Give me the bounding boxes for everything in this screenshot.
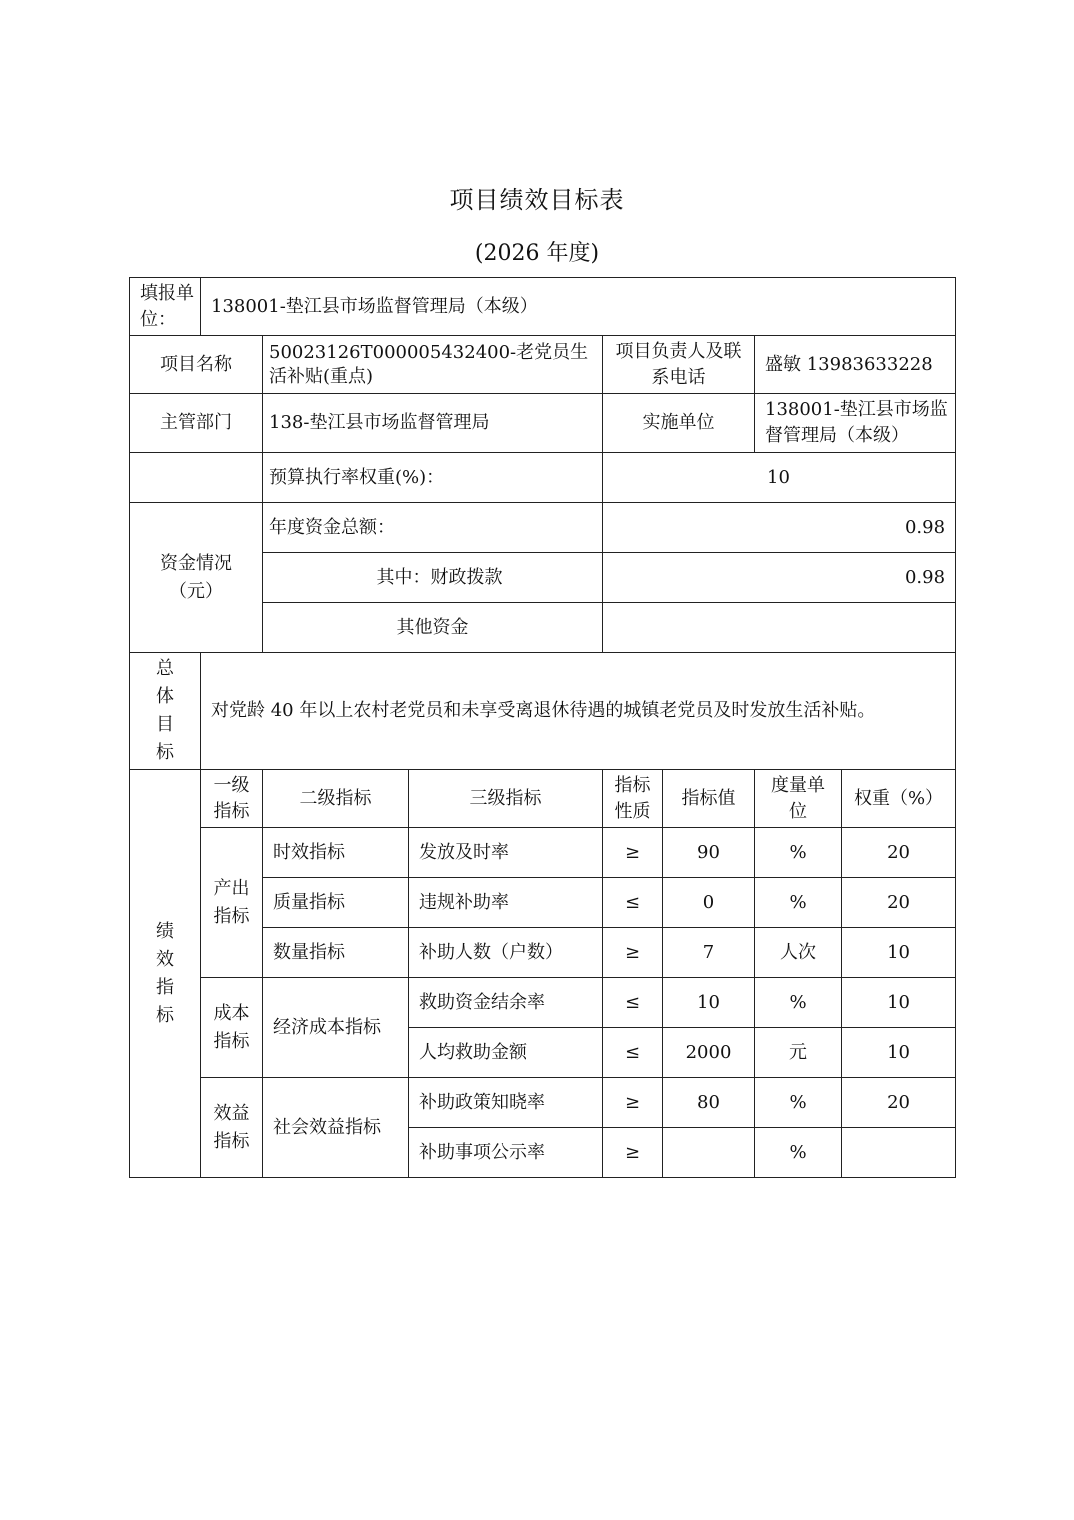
level1-cost (201, 978, 263, 1078)
level3-cell: 发放及时率 (409, 828, 603, 878)
level1-cost-line2: 指标 (213, 1030, 250, 1052)
overall-goal-char: 体 (156, 686, 174, 707)
table-row (130, 828, 956, 878)
col-nature (603, 770, 663, 828)
performance-char: 指 (156, 976, 174, 998)
nature-cell: ≤ (603, 878, 663, 928)
project-name-value: 50023126T000005432400-老党员生活补贴(重点) (263, 336, 603, 394)
level1-output-line2: 指标 (213, 905, 250, 927)
table-row (130, 978, 956, 1028)
value-cell: 7 (663, 928, 755, 978)
unit-cell: 人次 (755, 928, 842, 978)
performance-label (130, 770, 201, 1178)
overall-goal-char: 标 (156, 742, 174, 763)
unit-cell: % (755, 828, 842, 878)
leader-value: 盛敏 13983633228 (755, 336, 956, 394)
overall-goal-char: 总 (156, 658, 174, 679)
nature-cell: ≤ (603, 978, 663, 1028)
page-title: 项目绩效目标表 (449, 186, 625, 214)
value-cell (663, 1128, 755, 1178)
level1-output (201, 828, 263, 978)
value-cell: 0 (663, 878, 755, 928)
unit-cell: % (755, 1078, 842, 1128)
level1-output-line1: 产出 (213, 877, 250, 899)
col-unit-line2: 位 (789, 800, 807, 822)
col-level3: 三级指标 (409, 770, 603, 828)
unit-cell: 元 (755, 1028, 842, 1078)
col-level1-line1: 一级 (213, 774, 250, 796)
performance-char: 绩 (156, 920, 174, 942)
impl-label: 实施单位 (603, 394, 755, 453)
level1-cost-line1: 成本 (213, 1002, 250, 1024)
nature-cell: ≥ (603, 1128, 663, 1178)
level2-cell: 社会效益指标 (263, 1078, 409, 1178)
col-level1 (201, 770, 263, 828)
project-name-label: 项目名称 (130, 336, 263, 394)
col-value: 指标值 (663, 770, 755, 828)
nature-cell: ≥ (603, 928, 663, 978)
funds-label-line1: 资金情况 (160, 552, 232, 574)
unit-cell: % (755, 1128, 842, 1178)
level1-benefit (201, 1078, 263, 1178)
level1-benefit-line1: 效益 (213, 1102, 250, 1124)
fill-unit-label: 填报单位： (130, 278, 201, 336)
budget-rate-spacer (130, 453, 263, 503)
level2-cell: 质量指标 (263, 878, 409, 928)
level2-cell: 数量指标 (263, 928, 409, 978)
col-nature-line1: 指标 (614, 774, 651, 796)
performance-char: 效 (156, 948, 174, 970)
unit-cell: % (755, 878, 842, 928)
nature-cell: ≥ (603, 1078, 663, 1128)
level1-benefit-line2: 指标 (213, 1130, 250, 1152)
overall-goal-label (130, 653, 201, 770)
budget-rate-label: 预算执行率权重(%)： (263, 453, 603, 503)
weight-cell: 10 (842, 928, 956, 978)
value-cell: 90 (663, 828, 755, 878)
unit-cell: % (755, 978, 842, 1028)
col-unit (755, 770, 842, 828)
overall-goal-char: 目 (156, 714, 174, 735)
col-level1-line2: 指标 (213, 800, 250, 822)
level3-cell: 补助人数（户数） (409, 928, 603, 978)
funds-fiscal-label: 其中：财政拨款 (263, 553, 603, 603)
weight-cell: 10 (842, 1028, 956, 1078)
funds-total-label: 年度资金总额： (263, 503, 603, 553)
overall-goal-text: 对党龄 40 年以上农村老党员和未享受离退休待遇的城镇老党员及时发放生活补贴。 (201, 653, 956, 770)
funds-other-value (603, 603, 956, 653)
level3-cell: 违规补助率 (409, 878, 603, 928)
nature-cell: ≤ (603, 1028, 663, 1078)
leader-label: 项目负责人及联系电话 (603, 336, 755, 394)
level2-cell: 经济成本指标 (263, 978, 409, 1078)
dept-value: 138-垫江县市场监督管理局 (263, 394, 603, 453)
funds-label (130, 503, 263, 653)
value-cell: 10 (663, 978, 755, 1028)
col-unit-line1: 度量单 (771, 774, 825, 796)
funds-label-line2: （元） (169, 580, 223, 602)
table-row (130, 1078, 956, 1128)
weight-cell (842, 1128, 956, 1178)
value-cell: 2000 (663, 1028, 755, 1078)
level3-cell: 补助政策知晓率 (409, 1078, 603, 1128)
col-weight: 权重（%） (842, 770, 956, 828)
weight-cell: 20 (842, 878, 956, 928)
impl-value: 138001-垫江县市场监督管理局（本级） (755, 394, 956, 453)
level3-cell: 救助资金结余率 (409, 978, 603, 1028)
fill-unit-value: 138001-垫江县市场监督管理局（本级） (201, 278, 956, 336)
weight-cell: 10 (842, 978, 956, 1028)
nature-cell: ≥ (603, 828, 663, 878)
level2-cell: 时效指标 (263, 828, 409, 878)
value-cell: 80 (663, 1078, 755, 1128)
level3-cell: 人均救助金额 (409, 1028, 603, 1078)
col-level2: 二级指标 (263, 770, 409, 828)
level3-cell: 补助事项公示率 (409, 1128, 603, 1178)
weight-cell: 20 (842, 828, 956, 878)
col-nature-line2: 性质 (614, 800, 651, 822)
performance-char: 标 (156, 1004, 174, 1026)
performance-target-table (129, 277, 956, 1178)
dept-label: 主管部门 (130, 394, 263, 453)
funds-other-label: 其他资金 (263, 603, 603, 653)
funds-fiscal-value: 0.98 (603, 553, 956, 603)
funds-total-value: 0.98 (603, 503, 956, 553)
weight-cell: 20 (842, 1078, 956, 1128)
page-subtitle: (2026 年度) (474, 241, 600, 266)
budget-rate-value: 10 (603, 453, 956, 503)
